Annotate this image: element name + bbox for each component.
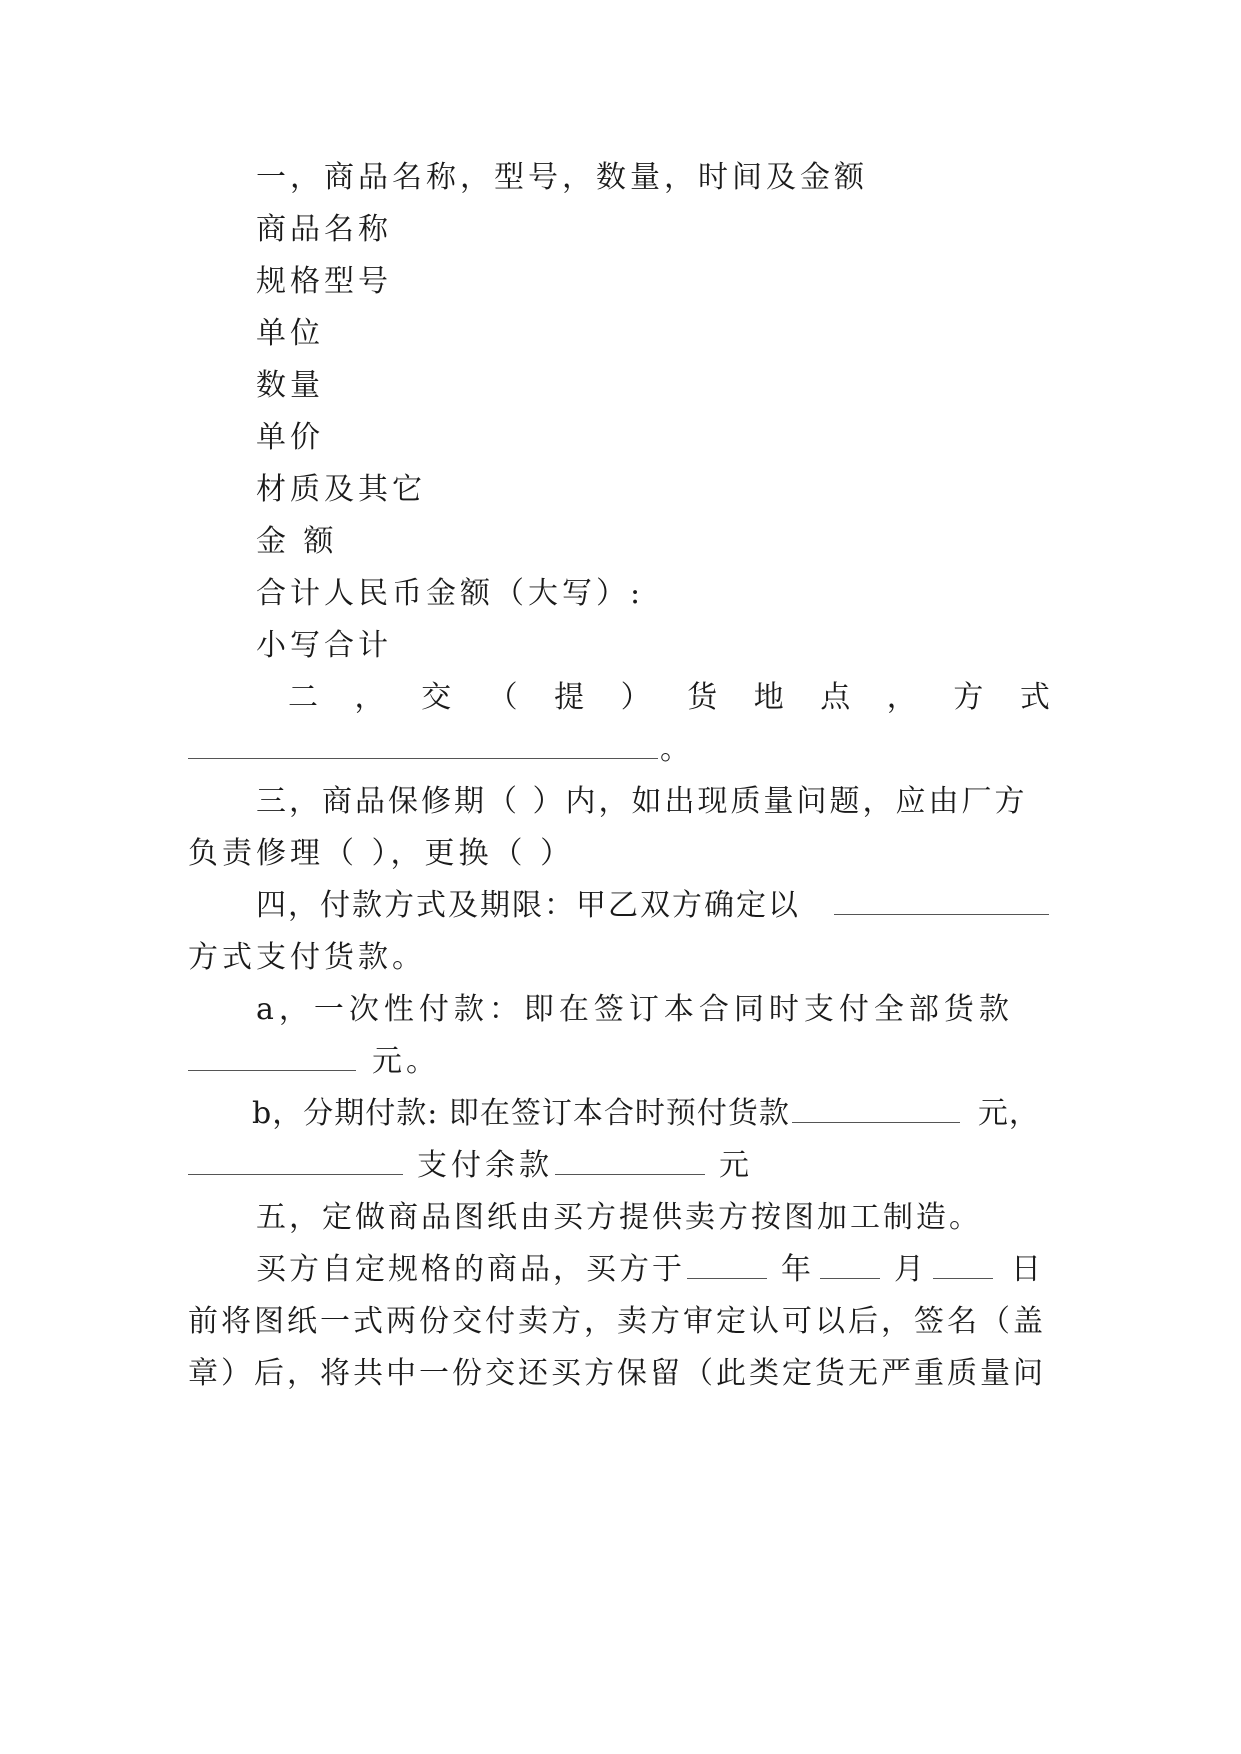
balance-amount-blank[interactable] [555, 1146, 705, 1175]
section2-char: 式 [1019, 680, 1050, 715]
section2-heading [188, 678, 1050, 718]
option-a-line1: a，一次性付款：即在签订本合同时支付全部货款 [256, 992, 1014, 1027]
delivery-method-blank[interactable] [188, 730, 658, 759]
payment-method-blank[interactable] [834, 886, 1049, 915]
section4-line2: 方式支付货款。 [188, 940, 426, 975]
field-material: 材质及其它 [256, 472, 426, 507]
section2-char: 地 [753, 680, 784, 715]
option-a-line2 [188, 1042, 1050, 1082]
section5-heading: 五，定做商品图纸由买方提供卖方按图加工制造。 [256, 1200, 982, 1235]
section5-p1-prefix: 买方自定规格的商品，买方于 [256, 1252, 685, 1287]
field-total-uppercase: 合计人民币金额（大写）: [256, 576, 645, 611]
section4-line1-text: 四，付款方式及期限：甲乙双方确定以 [256, 888, 800, 923]
field-product-name: 商品名称 [256, 212, 392, 247]
section2-char: 货 [687, 680, 718, 715]
section3-line2: 负责修理（ ），更换（ ） [188, 836, 575, 871]
option-b-line1 [188, 1094, 1114, 1134]
section2-char: ， [886, 680, 917, 715]
section2-char: 方 [953, 680, 984, 715]
month-blank[interactable] [820, 1250, 880, 1279]
section2-char: 提 [554, 680, 585, 715]
field-unit: 单位 [256, 316, 324, 351]
section2-char: ， [354, 680, 385, 715]
section5-p1-line2: 前将图纸一式两份交付卖方，卖方审定认可以后，签名（盖 [188, 1304, 1046, 1339]
option-b-unit1: 元， [977, 1096, 1040, 1131]
section2-char: 点 [820, 680, 851, 715]
option-b-prefix: b，分期付款: 即在签订本合时预付货款 [252, 1096, 790, 1131]
section4-line1 [188, 886, 1118, 926]
day-blank[interactable] [933, 1250, 993, 1279]
section2-char: 二 [288, 680, 318, 715]
balance-condition-blank[interactable] [188, 1146, 403, 1175]
field-unit-price: 单价 [256, 420, 324, 455]
section2-end-mark: 。 [660, 732, 694, 767]
section2-char: 交 [421, 680, 452, 715]
section3-line1: 三，商品保修期（ ）内，如出现质量问题，应由厂方 [256, 784, 1028, 819]
year-label: 年 [781, 1252, 814, 1287]
section2-char: ） [620, 680, 651, 715]
section2-blank-line [188, 730, 1050, 770]
full-payment-blank[interactable] [188, 1042, 356, 1071]
prepayment-blank[interactable] [792, 1094, 960, 1123]
field-amount: 金 额 [256, 524, 338, 559]
section1-heading: 一，商品名称，型号，数量，时间及金额 [256, 160, 868, 195]
option-a-suffix: 元。 [372, 1044, 440, 1079]
section5-p1-line3: 章）后，将共中一份交还买方保留（此类定货无严重质量问 [188, 1356, 1046, 1391]
option-b-middle: 支付余款 [417, 1148, 553, 1183]
option-b-unit2: 元 [719, 1148, 753, 1183]
field-spec-model: 规格型号 [256, 264, 392, 299]
day-label: 日 [1011, 1252, 1044, 1287]
month-label: 月 [894, 1252, 927, 1287]
section2-char: （ [487, 680, 518, 715]
field-total-lowercase: 小写合计 [256, 628, 392, 663]
option-b-line2 [188, 1146, 1050, 1186]
section5-p1-line1 [188, 1250, 1118, 1290]
year-blank[interactable] [687, 1250, 767, 1279]
field-quantity: 数量 [256, 368, 324, 403]
